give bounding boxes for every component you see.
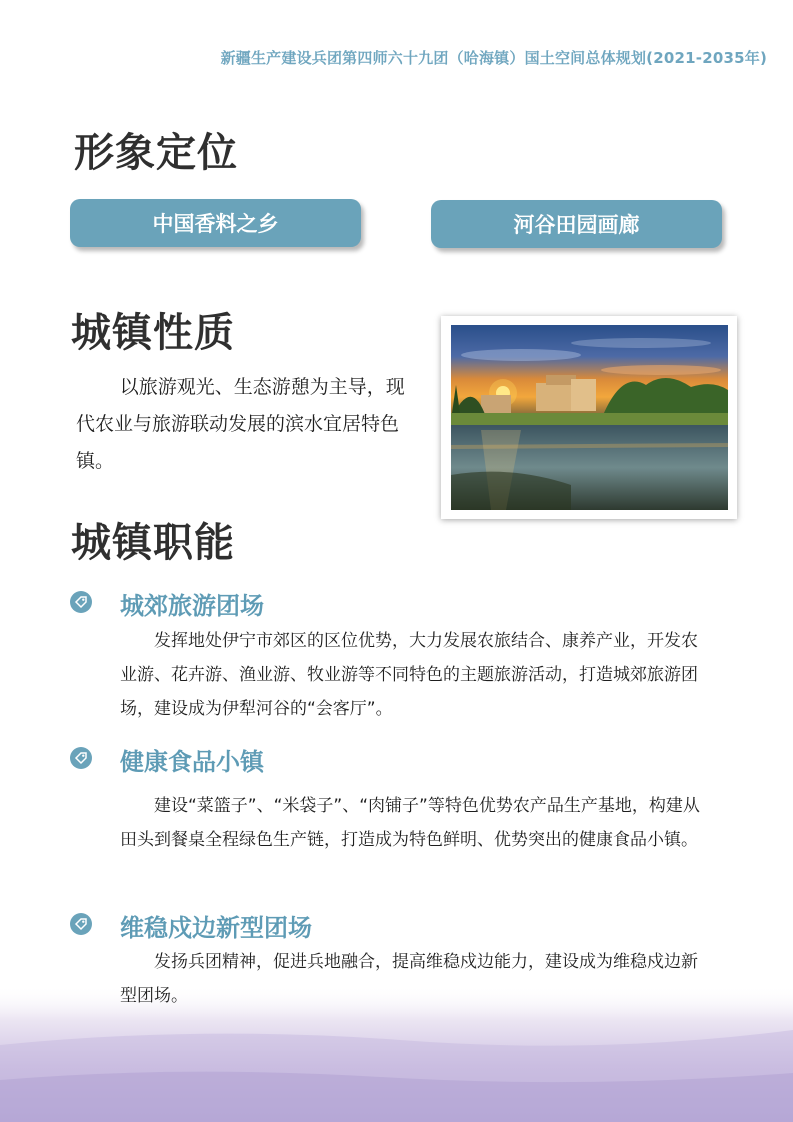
functions-heading: 城镇职能 [71, 520, 235, 566]
function-title-2: 健康食品小镇 [120, 748, 264, 776]
tag-icon [70, 591, 92, 613]
tag-icon [70, 913, 92, 935]
nature-heading: 城镇性质 [71, 310, 235, 356]
function-text-1: 发挥地处伊宁市郊区的区位优势，大力发展农旅结合、康养产业，开发农业游、花卉游、渔业游、牧业游等不同特色的主题旅游活动，打造城郊旅游团场，建设成为伊犁河谷的“会客厅”。 [120, 631, 698, 719]
riverside-photo [441, 316, 737, 519]
riverside-sunset-photo [451, 325, 728, 510]
function-text-3: 发扬兵团精神，促进兵地融合，提高维稳戍边能力，建设成为维稳戍边新型团场。 [120, 952, 698, 1006]
positioning-tag-1: 中国香料之乡 [70, 199, 361, 247]
function-text-2: 建设“菜篮子”、“米袋子”、“肉铺子”等特色优势农产品生产基地，构建从田头到餐桌全程绿色生产链，打造成为特色鲜明、优势突出的健康食品小镇。 [120, 796, 700, 850]
document-header-title: 新疆生产建设兵团第四师六十九团（哈海镇）国土空间总体规划(2021-2035年) [220, 49, 767, 67]
function-title-1: 城郊旅游团场 [120, 592, 264, 620]
positioning-tag-2: 河谷田园画廊 [431, 200, 722, 248]
tag-icon [70, 747, 92, 769]
positioning-heading: 形象定位 [74, 130, 238, 176]
nature-text: 以旅游观光、生态游憩为主导，现代农业与旅游联动发展的滨水宜居特色镇。 [76, 376, 405, 472]
function-title-3: 维稳戍边新型团场 [120, 914, 312, 942]
